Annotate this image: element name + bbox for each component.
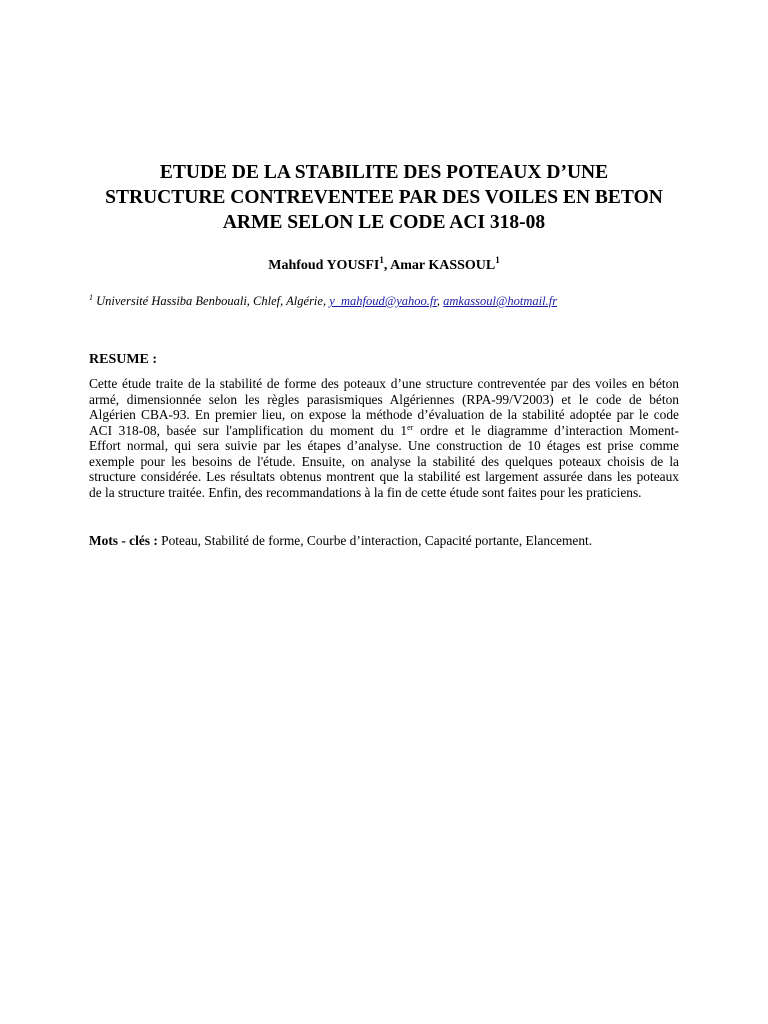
- abstract-line-with-sup: [89, 423, 679, 439]
- abstract-line-text: ACI 318-08, basée sur l'amplification du moment du: [89, 422, 401, 438]
- abstract-line: Cette étude traite de la stabilité de forme des poteaux d’une structure contreventée par des voiles en béton: [89, 376, 679, 391]
- affiliation-mark: 1: [89, 293, 93, 302]
- abstract-line: de la structure traitée. Enfin, des recommandations à la fin de cette étude sont faites pour les praticiens.: [89, 484, 642, 500]
- paper-title: [60, 160, 708, 235]
- keywords-text: Poteau, Stabilité de forme, Courbe d’interaction, Capacité portante, Elancement.: [157, 533, 593, 548]
- author-affiliation-mark: 1: [379, 255, 384, 265]
- abstract-body: [89, 376, 679, 500]
- author-list: [0, 256, 768, 276]
- title-line-1: ETUDE DE LA STABILITE DES POTEAUX D’UNE: [159, 162, 609, 183]
- author-affiliation-mark: 1: [495, 255, 500, 265]
- abstract-line: armé, dimensionnée selon les règles parasismiques Algériennes (RPA-99/V2003) et le code de béton: [89, 391, 679, 407]
- abstract-line: structure considérée. Les résultats obtenus montrent que la stabilité est largement assurée dans les poteaux: [89, 469, 679, 484]
- affiliation: [89, 292, 557, 310]
- abstract-line: exemple pour les besoins de l'étude. Ensuite, on analyse la stabilité des quelques poteaux choisis de la: [89, 453, 679, 469]
- email-link[interactable]: amkassoul@hotmail.fr: [443, 294, 558, 308]
- keywords: [89, 532, 592, 550]
- abstract-line: Algérien CBA-93. En premier lieu, on expose la méthode d’évaluation de la stabilité adoptée par le code: [89, 407, 679, 422]
- abstract-heading: RESUME :: [89, 352, 158, 367]
- abstract-line: Effort normal, qui sera suivie par les étapes d’analyse. Une construction de 10 étages est prise comme: [89, 438, 679, 453]
- author-separator: ,: [383, 258, 391, 273]
- ordinal-number: 1: [400, 422, 408, 438]
- affiliation-comma: ,: [436, 294, 444, 308]
- author-name: Amar KASSOUL: [390, 258, 496, 273]
- ordinal-suffix: er: [407, 422, 414, 432]
- keywords-label: Mots - clés :: [89, 533, 158, 548]
- author-name: Mahfoud YOUSFI: [268, 258, 380, 273]
- email-link[interactable]: y_mahfoud@yahoo.fr: [329, 294, 437, 308]
- title-line-3: ARME SELON LE CODE ACI 318-08: [222, 212, 546, 233]
- title-line-2: STRUCTURE CONTREVENTEE PAR DES VOILES EN BETON: [105, 187, 663, 208]
- abstract-line-text: ordre et le diagramme d’interaction Moment-: [413, 422, 679, 438]
- affiliation-text: Université Hassiba Benbouali, Chlef, Algérie,: [93, 294, 330, 308]
